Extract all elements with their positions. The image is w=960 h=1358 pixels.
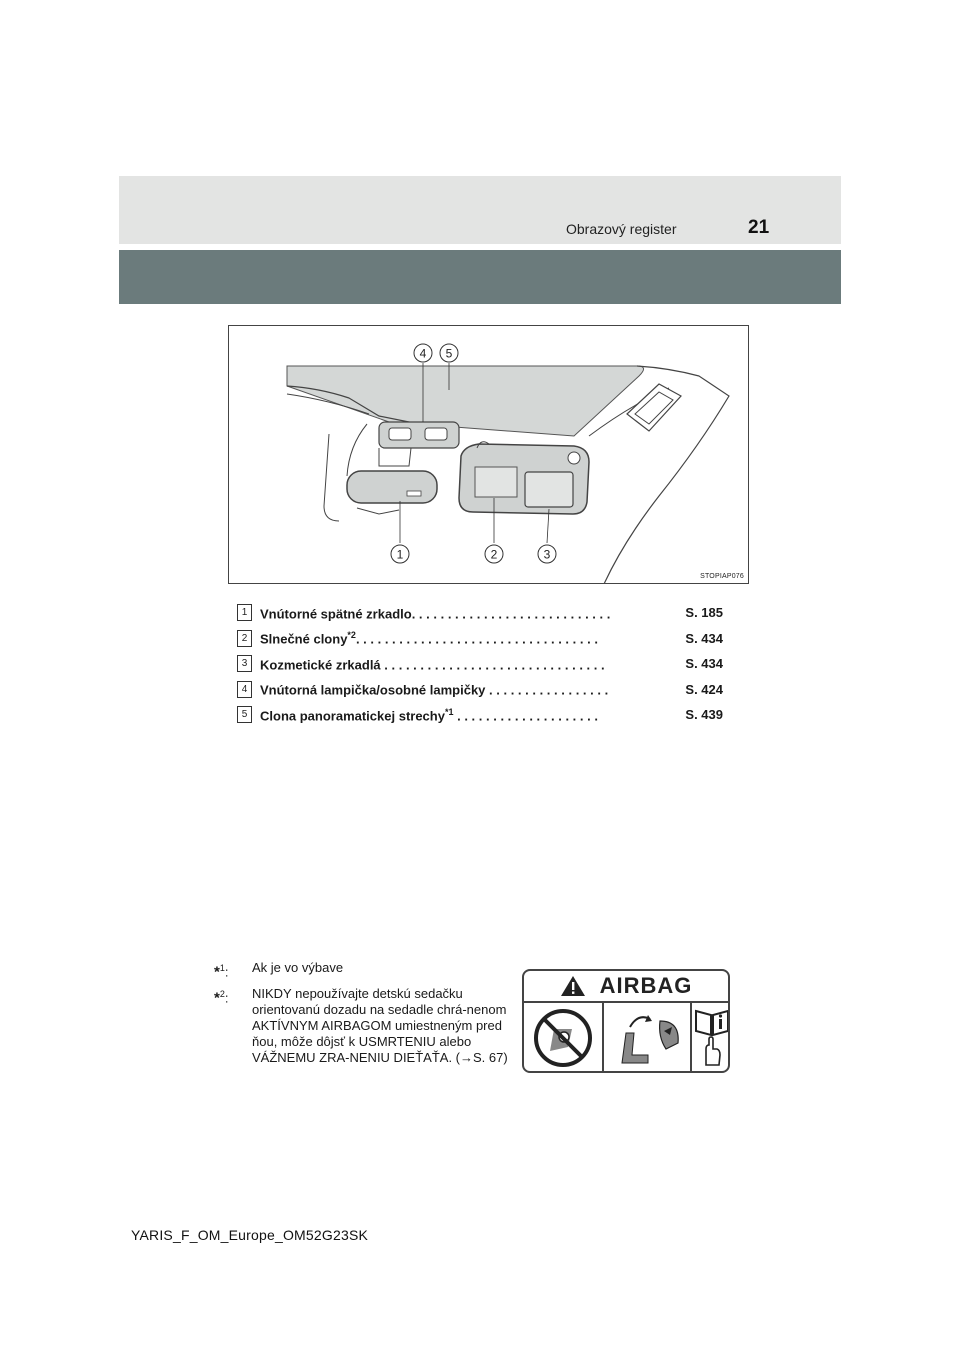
rear-view-mirror (347, 471, 437, 503)
item-label: Slnečné clony (260, 631, 348, 647)
list-item (237, 677, 723, 703)
svg-text:3: 3 (543, 547, 551, 562)
page-reference[interactable]: S. 185 (685, 605, 723, 621)
callout-1 (391, 545, 409, 563)
item-footnote-ref: *1 (444, 706, 454, 717)
callout-3 (538, 545, 556, 563)
item-number: 2 (237, 630, 252, 647)
footnote-asterisk: * (214, 963, 220, 981)
page-reference[interactable]: S. 434 (685, 630, 723, 646)
svg-text:1: 1 (396, 547, 404, 562)
header-dark-band (119, 250, 841, 304)
item-number: 1 (237, 604, 252, 621)
footnote-number: 1 (219, 963, 225, 973)
page-reference[interactable]: S. 434 (685, 656, 723, 672)
read-manual-icon (692, 1003, 730, 1073)
header-bar (119, 176, 841, 244)
illustration-drawing (229, 326, 749, 584)
list-item (237, 651, 723, 677)
airbag-warning-label (522, 969, 730, 1073)
callout-5 (440, 344, 458, 362)
page-reference[interactable]: S. 439 (685, 707, 723, 723)
item-label: Kozmetické zrkadlá (260, 656, 381, 672)
leader-dots: . . . . . . . . . . . . . . . . . (485, 682, 609, 698)
vanity-mirror (525, 472, 573, 507)
panoramic-roof-panel (287, 366, 644, 436)
document-id: YARIS_F_OM_Europe_OM52G23SK (131, 1227, 369, 1243)
item-label: Clona panoramatickej strechy (260, 707, 445, 723)
item-label: Vnútorná lampička/osobné lampičky (260, 682, 486, 698)
item-label: Vnútorné spätné zrkadlo (260, 605, 412, 621)
interior-roof-illustration (228, 325, 749, 584)
footnote: *$^1$: Ak je vo výbave (214, 960, 514, 980)
footnote-number: 2 (219, 989, 225, 1000)
svg-text:4: 4 (419, 346, 427, 361)
warning-triangle-icon (560, 975, 586, 997)
svg-text:2: 2 (490, 547, 498, 562)
footnotes (214, 960, 514, 1072)
figure-code: STOPIAP076 (700, 573, 744, 580)
svg-text:5: 5 (445, 346, 453, 361)
leader-dots: . . . . . . . . . . . . . . . . . . . . (453, 707, 598, 723)
callout-2 (485, 545, 503, 563)
leader-dots: . . . . . . . . . . . . . . . . . . . . . . . . . . . . (411, 605, 611, 621)
footnote-text: Ak je vo výbave (252, 960, 344, 975)
item-number: 5 (237, 706, 252, 723)
item-number: 3 (237, 655, 252, 672)
airbag-title: AIRBAG (599, 973, 693, 998)
page-reference[interactable]: S. 424 (685, 681, 723, 697)
footnote-asterisk: * (214, 989, 220, 1007)
item-list (237, 600, 723, 728)
item-number: 4 (237, 681, 252, 698)
leader-dots: . . . . . . . . . . . . . . . . . . . . . . . . . . . . . . . (380, 656, 605, 672)
footnote: *$^2$: NIKDY nepoužívajte detskú sedačku orientovanú dozadu na sedadle chrá-nenom AKTÍVNYM AIRBAGOM umiestneným pred ňou, môže dôjsť k USMRTENIU alebo VÁŽNEMU ZRA-NENIU DIEŤAŤA. (→S. 67) (214, 986, 514, 1066)
list-item (237, 600, 723, 626)
page-number: 21 (748, 217, 770, 238)
section-title: Obrazový register (566, 221, 677, 237)
list-item (237, 702, 723, 728)
footnote-text: NIKDY nepoužívajte detskú sedačku orientovanú dozadu na sedadle chrá-nenom AKTÍVNYM AIRBAGOM umiestneným pred ňou, môže dôjsť k USMRTENIU alebo VÁŽNEMU ZRA-NENIU DIEŤAŤA. (→S. 67) (252, 986, 508, 1066)
no-rear-facing-seat-icon (524, 1003, 604, 1073)
callout-4 (414, 344, 432, 362)
list-item (237, 626, 723, 652)
leader-dots: . . . . . . . . . . . . . . . . . . . . . . . . . . . . . . . . . . (355, 631, 598, 647)
item-footnote-ref: *2 (347, 630, 356, 641)
airbag-deploy-icon (604, 1003, 692, 1073)
